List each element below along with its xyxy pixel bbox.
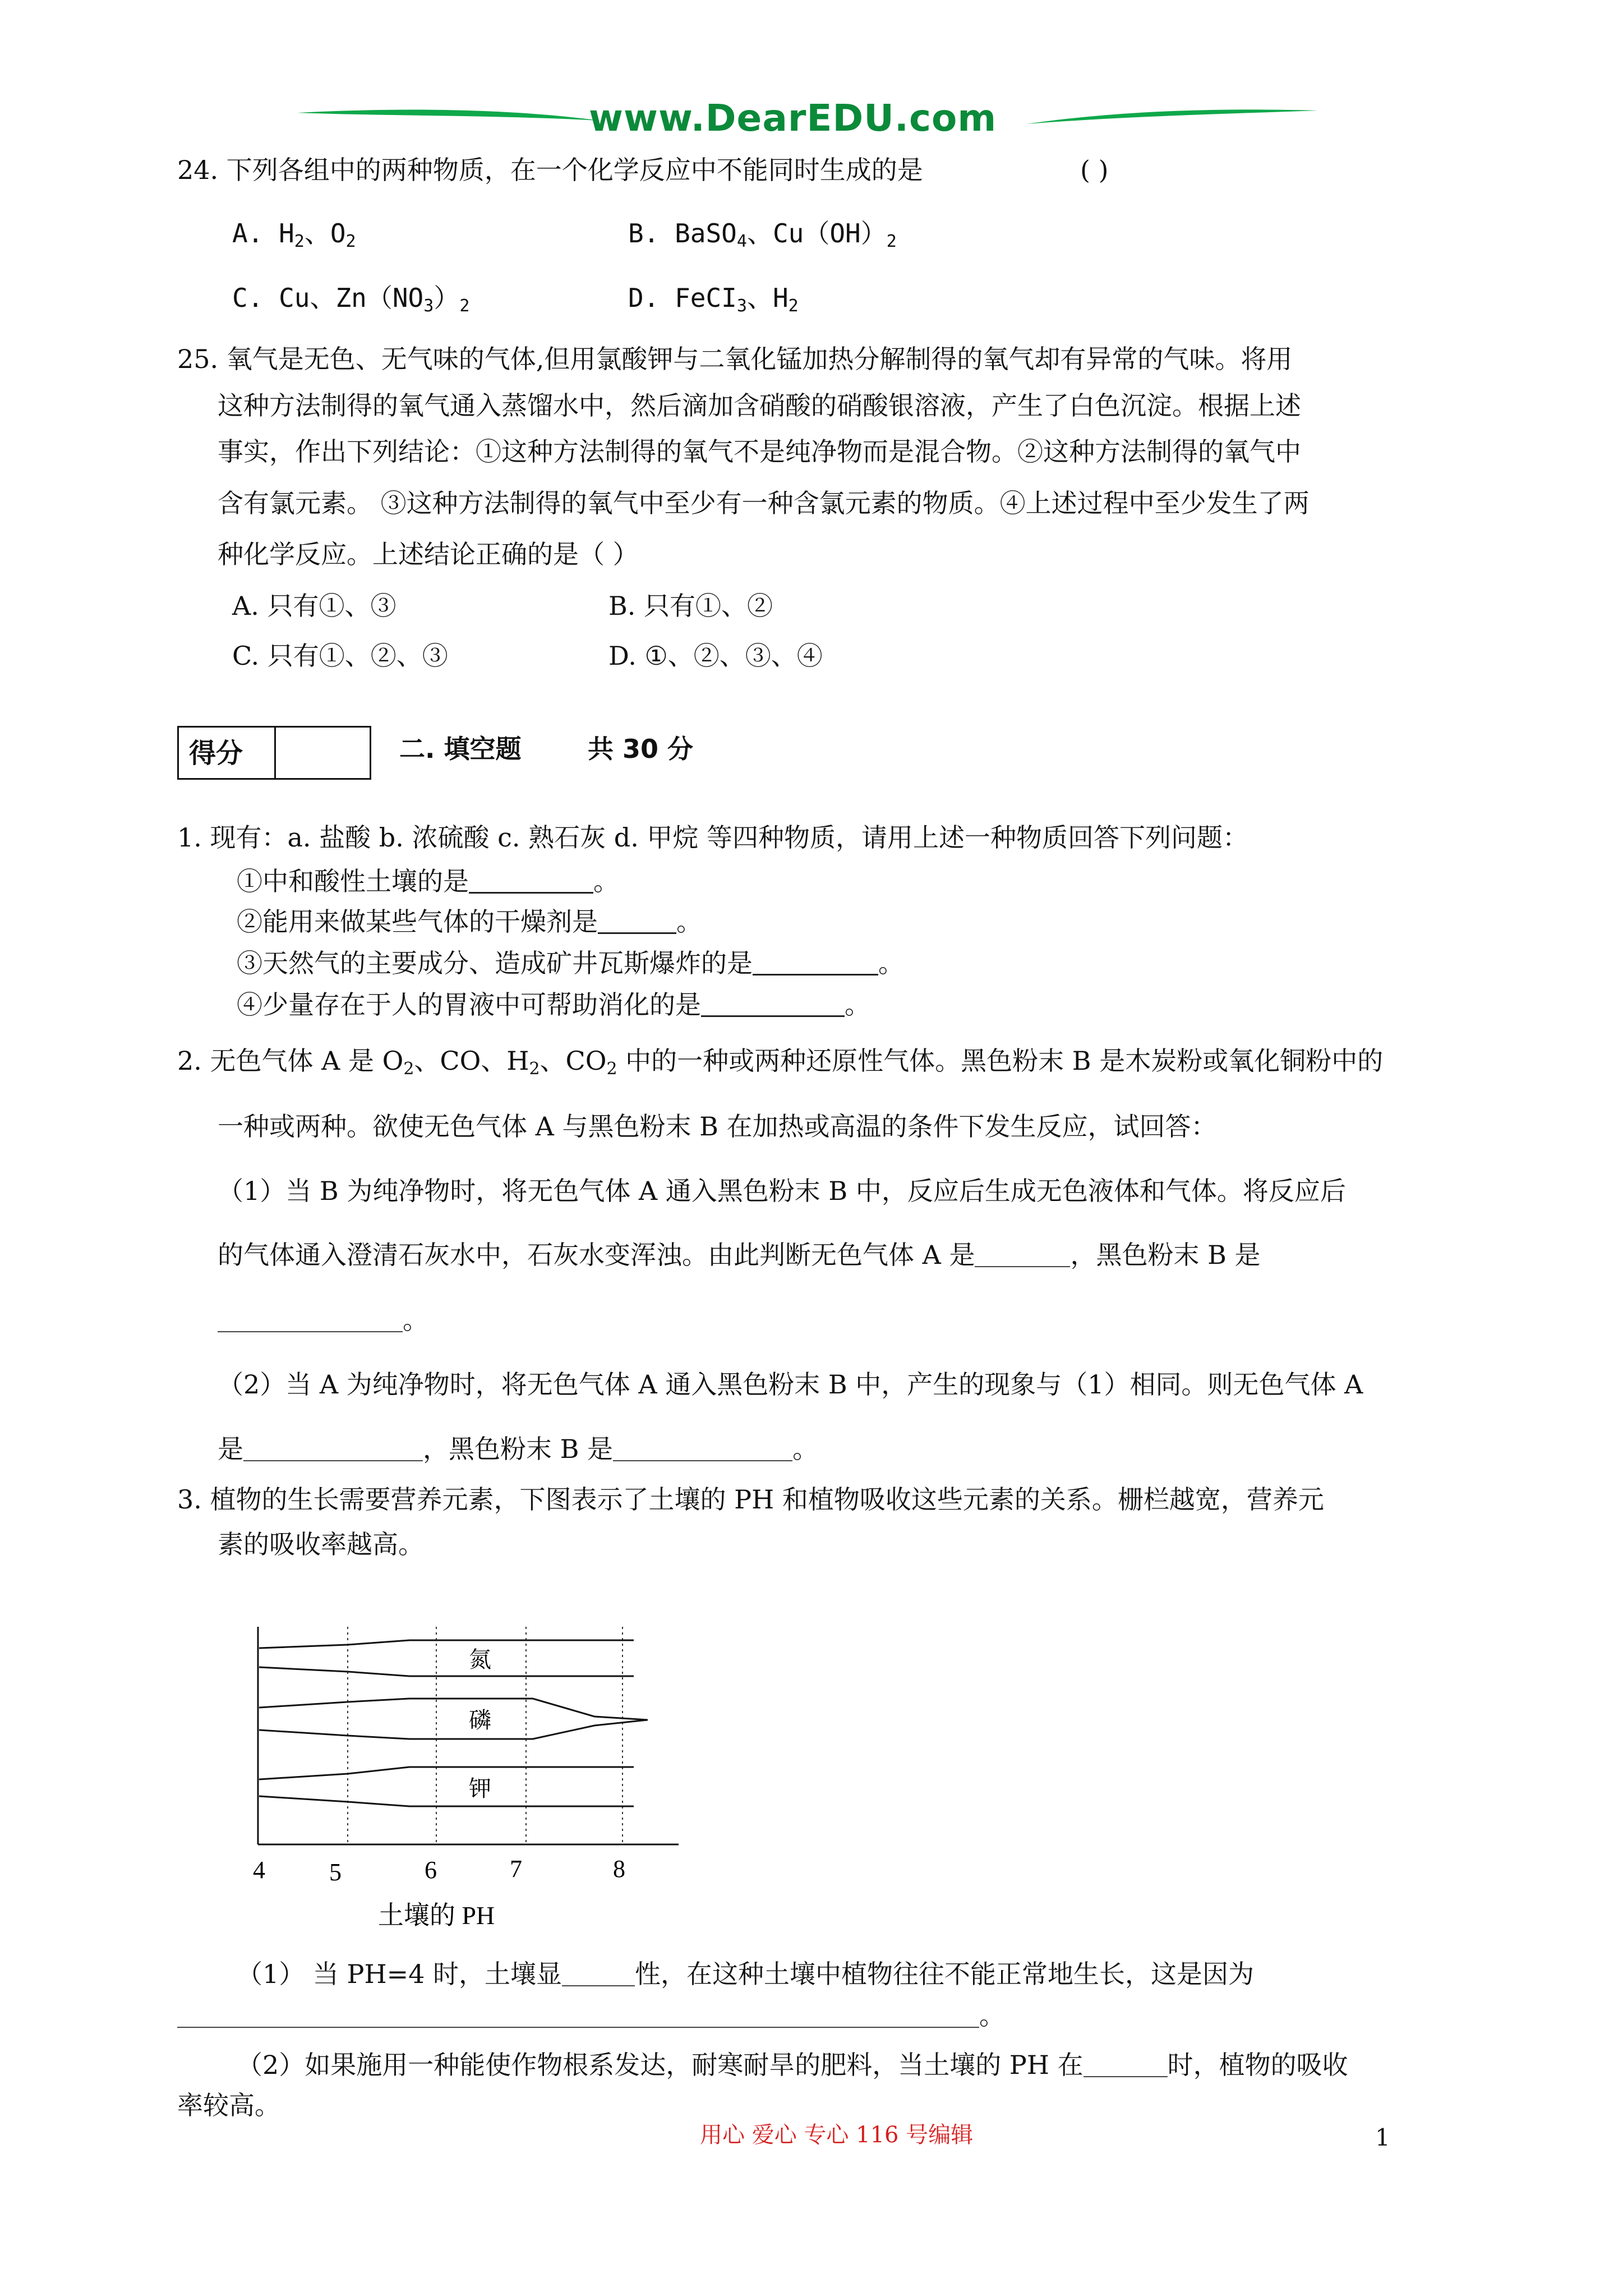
f1-sub-1: ①中和酸性土壤的是 。 [237,866,619,896]
band-label-potassium: 钾 [469,1776,491,1802]
footer-text: 用心 爱心 专心 116 号编辑 [700,2122,974,2148]
q25-option-d: D. ①、②、③、④ [608,641,823,671]
score-label: 得分 [189,738,243,769]
q25-line-2: 这种方法制得的氧气通入蒸馏水中，然后滴加含硝酸的硝酸银溶液，产生了白色沉淀。根据上述 [218,390,1301,421]
x-tick-4: 4 [253,1856,265,1884]
band-nitrogen-top [259,1640,634,1648]
q24-option-b: B. BaSO$_4$、$Cu(OH)_2$ [628,218,897,251]
f2-line-2: 一种或两种。欲使无色气体 A 与黑色粉末 B 在加热或高温的条件下发生反应，试回答： [218,1111,1217,1142]
header-swoosh-left [297,104,600,137]
band-label-nitrogen: 氮 [469,1647,491,1673]
q25-line-4: 含有氯元素。 ③这种方法制得的氧气中至少有一种含氯元素的物质。④上述过程中至少发生了两 [218,488,1310,518]
f1-blank-2[interactable] [598,910,676,934]
f1-sub-3: ③天然气的主要成分、造成矿井瓦斯爆炸的是 。 [237,948,904,978]
f2-blank-powder-b[interactable] [218,1309,403,1332]
f2-part2-line-2: 是 ，黑色粉末 B 是 。 [218,1434,819,1464]
band-label-phosphorus: 磷 [469,1708,491,1733]
ph-absorption-figure [236,1616,695,1941]
x-tick-6: 6 [425,1856,437,1884]
q24-option-a: A. $H_2$、$O_2$ [232,218,356,251]
band-nitrogen-bottom [259,1667,634,1676]
f1-blank-4[interactable] [701,993,845,1017]
x-axis-label: 土壤的 PH [377,1901,495,1930]
q25-option-b: B. 只有①、② [608,591,773,621]
score-box-divider [274,728,276,778]
score-box [177,726,371,780]
q25-line-5: 种化学反应。上述结论正确的是（ ） [218,539,639,569]
f3-blank-ph-range[interactable] [1083,2054,1168,2077]
q25-line-3: 事实，作出下列结论：①这种方法制得的氧气不是纯净物而是混合物。②这种方法制得的氧气中 [218,436,1301,467]
f3-part2-line-2: 率较高。 [177,2090,280,2120]
f3-blank-reason[interactable] [177,2004,979,2028]
band-phosphorus-bottom [259,1720,648,1739]
f1-blank-3[interactable] [753,951,878,976]
q24-option-c: C. Cu、$Zn(NO_3)_2$ [232,283,470,316]
f1-blank-1[interactable] [469,869,593,894]
header-swoosh-right [1026,104,1318,137]
f3-line-1: 3. 植物的生长需要营养元素，下图表示了土壤的 PH 和植物吸收这些元素的关系。栅栏越宽，营养元 [177,1484,1324,1515]
q25-option-a: A. 只有①、③ [232,591,396,621]
q25-line-1: 25. 氧气是无色、无气味的气体,但用氯酸钾与二氧化锰加热分解制得的氧气却有异常的气味。将用 [177,344,1293,374]
f3-line-2: 素的吸收率越高。 [218,1529,424,1559]
q24-stem: 24. 下列各组中的两种物质，在一个化学反应中不能同时生成的是 [177,155,923,185]
header-logo: www.DearEDU.com [589,96,997,140]
f2-part1-line-2: 的气体通入澄清石灰水中，石灰水变浑浊。由此判断无色气体 A 是 ，黑色粉末 B 是 [218,1240,1261,1270]
f2-part2-line-1: （2）当 A 为纯净物时，将无色气体 A 通入黑色粉末 B 中，产生的现象与（1）相同。则无色气体 A [218,1369,1363,1400]
x-tick-8: 8 [613,1855,625,1883]
band-phosphorus-top [259,1699,648,1720]
f1-sub-4: ④少量存在于人的胃液中可帮助消化的是 。 [237,990,870,1020]
f3-part1-line-1: （1） 当 PH=4 时，土壤显 性，在这种土壤中植物往往不能正常地生长，这是因为 [237,1959,1255,1989]
q25-option-c: C. 只有①、②、③ [232,641,448,671]
x-tick-7: 7 [510,1855,522,1883]
section-points: 共 30 分 [588,734,694,764]
x-tick-5: 5 [329,1858,342,1886]
f1-sub-2: ②能用来做某些气体的干燥剂是 。 [237,907,702,937]
band-potassium-top [259,1767,634,1779]
section-title: 二. 填空题 [399,734,522,764]
f3-blank-soil-type[interactable] [562,1963,635,1986]
f3-part2-line-1: （2）如果施用一种能使作物根系发达，耐寒耐旱的肥料，当土壤的 PH 在 时，植物的吸收 [237,2050,1348,2080]
q24-paren: ( ) [1080,155,1109,185]
f2-part1-line-1: （1）当 B 为纯净物时，将无色气体 A 通入黑色粉末 B 中，反应后生成无色液体和气体。将反应后 [218,1176,1346,1206]
f1-stem: 1. 现有：a. 盐酸 b. 浓硫酸 c. 熟石灰 d. 甲烷 等四种物质，请用上述一种物质回答下列问题： [177,822,1249,853]
page-number: 1 [1375,2124,1390,2151]
f2-part1-line-3: 。 [218,1307,428,1333]
f2-blank-gas-a[interactable] [975,1244,1070,1267]
f2-blank-gas-a-2[interactable] [243,1438,423,1461]
q24-option-d: D. FeCI$_3$、$H_2$ [628,283,799,316]
f2-blank-powder-b-2[interactable] [613,1438,792,1461]
f3-part1-line-2: 。 [177,2003,1005,2028]
band-potassium-bottom [259,1796,634,1806]
f2-line-1: 2. 无色气体 A 是 $O_2$、CO、$H_2$、$CO_2$ 中的一种或两种还原性气体。黑色粉末 B 是木炭粉或氧化铜粉中的 [177,1046,1384,1079]
